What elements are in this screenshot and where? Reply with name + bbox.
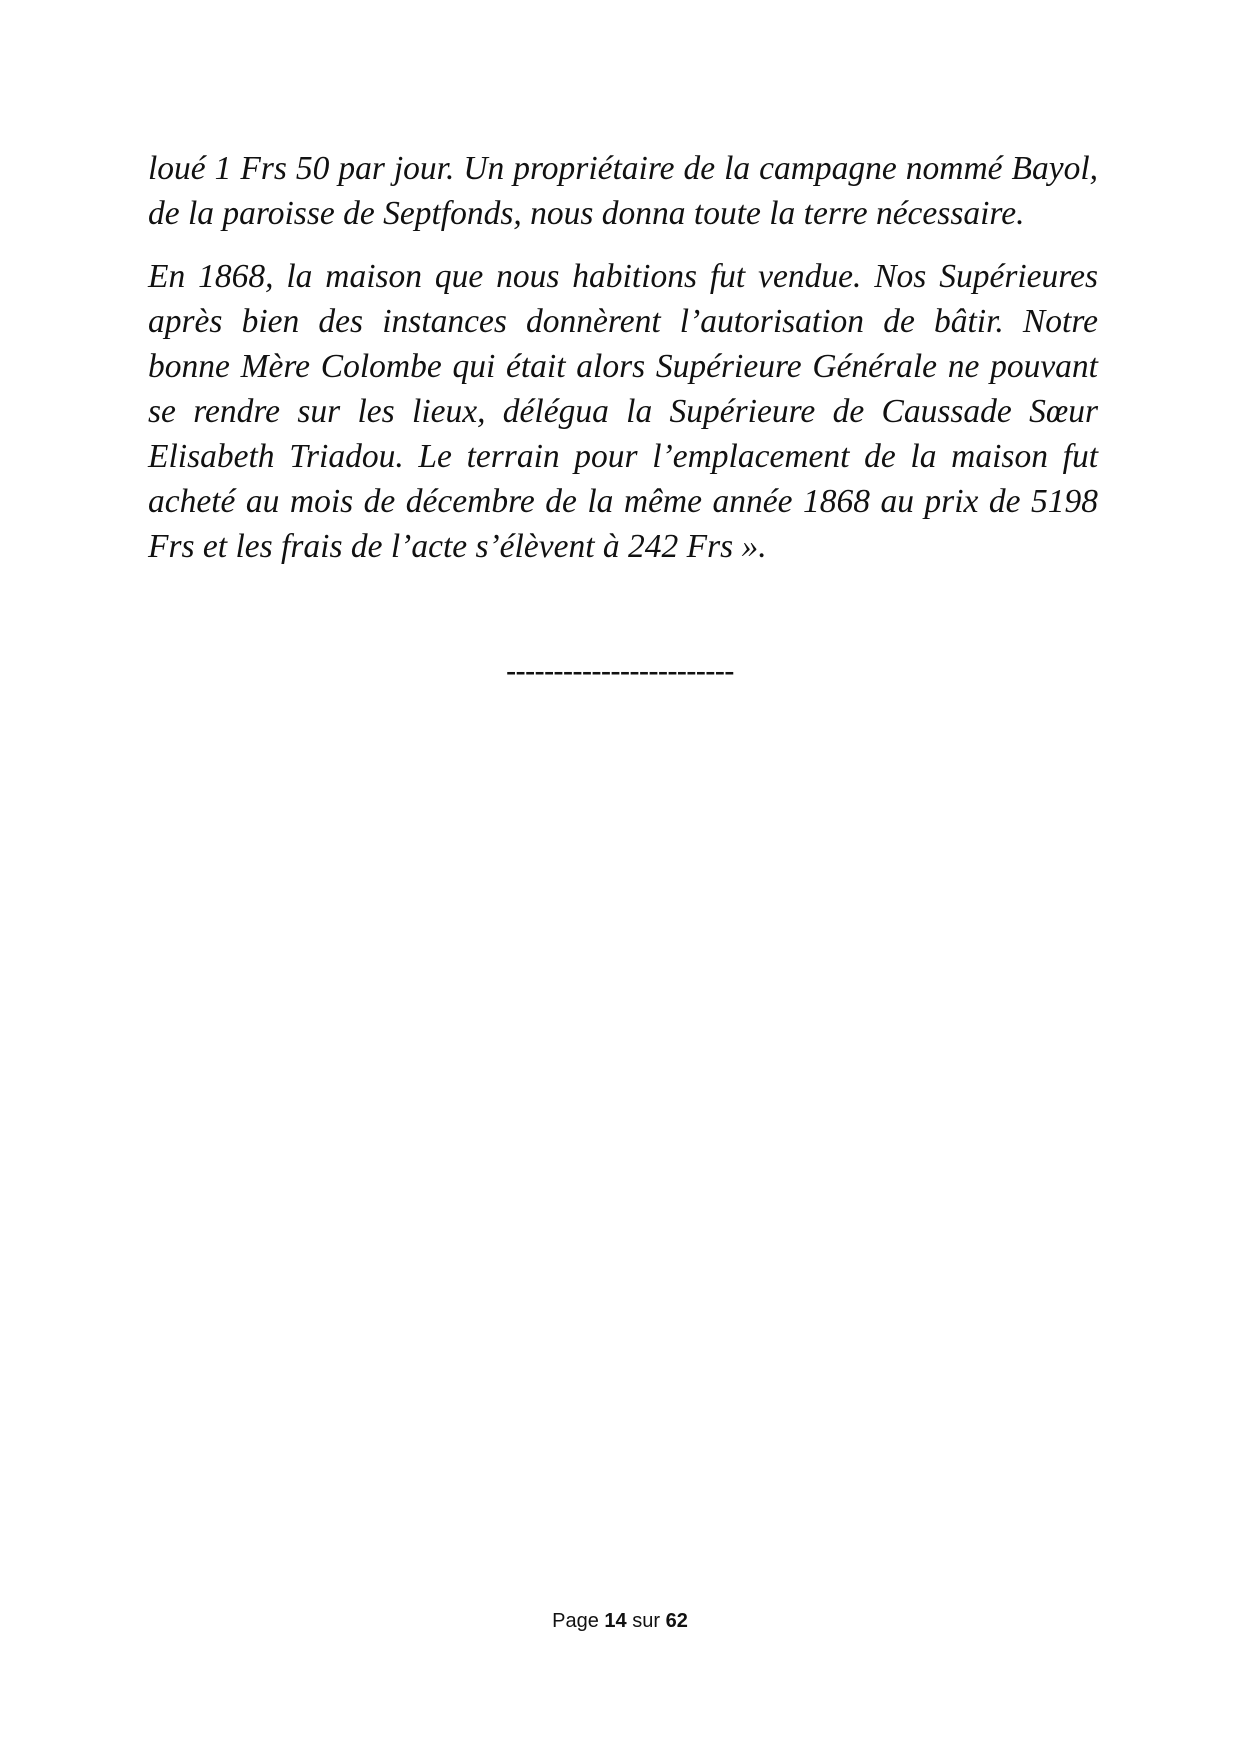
section-separator: ------------------------	[506, 654, 734, 687]
page-footer	[0, 1610, 1240, 1633]
paragraph-2: En 1868, la maison que nous habitions fut vendue. Nos Supérieures après bien des instances donnèrent l’autorisation de bâtir. Notre bonne Mère Colombe qui était alors Supérieure Générale ne pouvant se rendre sur les lieux, délégua la Supérieure de Caussade Sœur Elisabeth Triadou. Le terrain pour l’emplacement de la maison fut acheté au mois de décembre de la même année 1868 au prix de 5198 Frs et les frais de l’acte s’élèvent à 242 Frs ».	[148, 258, 1098, 565]
total-pages-number: 62	[665, 1610, 688, 1632]
page-of-label: sur	[632, 1610, 661, 1632]
page-label: Page	[552, 1610, 599, 1632]
body-text	[148, 146, 1098, 587]
paragraph-1: loué 1 Frs 50 par jour. Un propriétaire de la campagne nommé Bayol, de la paroisse de Septfonds, nous donna toute la terre nécessaire.	[148, 150, 1098, 232]
current-page-number: 14	[604, 1610, 627, 1632]
